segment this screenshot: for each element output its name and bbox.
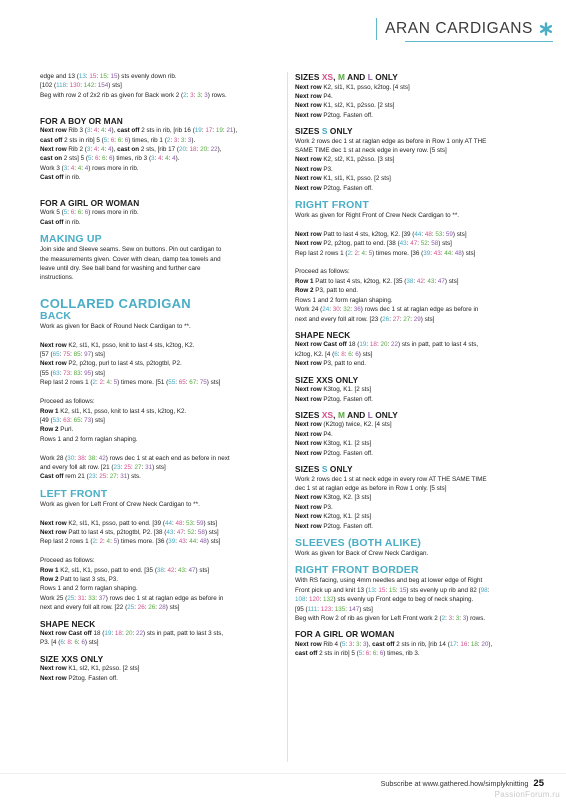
spacer [40, 183, 280, 192]
spacer [40, 331, 280, 340]
instruction-line: Work 3 (3: 4: 4: 4) rows more in rib. [40, 164, 139, 172]
subheading: SIZE XXS ONLY [295, 374, 359, 385]
page-number: 25 [533, 778, 544, 789]
instruction-line: Row 1 Patt to last 4 sts, k2tog, K2. [35 (38: 42: 43: 47) sts] [295, 277, 459, 285]
instruction-line: Next row K3tog, K1. [2 sts] [295, 440, 372, 448]
instruction-line: Proceed as follows: [40, 398, 95, 406]
subheading: SIZE XXS ONLY [40, 653, 104, 664]
section-header [376, 18, 553, 40]
column-divider [287, 72, 288, 762]
instruction-line: Next row K1, sl2, K1, p2sso. [2 sts] [295, 102, 395, 110]
instruction-line: Proceed as follows: [40, 557, 95, 565]
section-heading: RIGHT FRONT BORDER [295, 564, 419, 577]
instruction-line: Rep last 2 rows 1 (2: 2: 4: 5) times more. [36 (39: 43: 44: 48) sts] [40, 538, 221, 546]
subheading: SIZES XS, M AND L ONLY [295, 409, 398, 420]
instruction-line: With RS facing, using 4mm needles and beg at lower edge of Right [295, 577, 483, 585]
instruction-line: Next row Cast off 18 (19: 18: 20: 22) sts in patt, patt to last 3 sts, [40, 630, 224, 638]
instruction-line: Next row K2, sl1, K1, psso, knit to last 4 sts, k2tog, K2. [40, 341, 195, 349]
instruction-line: Next row P2tog. Fasten off. [295, 184, 373, 192]
instruction-line: [102 (118: 130: 142: 154) sts] [40, 82, 122, 90]
section-heading: SLEEVES (BOTH ALIKE) [295, 537, 422, 549]
instruction-line: Next row K2, sl2, K1, p2sso. [3 sts] [295, 156, 395, 164]
left-column [40, 72, 280, 683]
instruction-line: cast off 2 sts in rib] 5 (5: 6: 6: 6) times, rib 1 (2: 3: 3: 3). [40, 136, 196, 144]
instruction-line: the measurements given. Cover with clean, damp tea towels and [40, 255, 221, 263]
instruction-line: Work 2 rows dec 1 st at raglan edge as before in Row 1 only AT THE [295, 137, 487, 145]
asterisk-icon [539, 22, 553, 36]
spacer [40, 509, 280, 518]
subheading: SHAPE NECK [40, 618, 96, 629]
instruction-line: next and every foll alt row. [23 (26: 27: 27: 29) sts] [295, 315, 435, 323]
spacer [40, 547, 280, 556]
instruction-line: Next row K1, sl2, K1, p2sso. [2 sts] [40, 665, 140, 673]
instruction-line: Next row P4. [295, 430, 333, 438]
instruction-line: Row 2 P3, patt to end. [295, 287, 359, 295]
watermark: PassionForum.ru [494, 790, 560, 799]
instruction-line: Rep last 2 rows 1 (2: 2: 4: 5) times more. [36 (39: 43: 44: 48) sts] [295, 249, 476, 257]
instruction-line: leave until dry. See ball band for washing and further care [40, 265, 201, 273]
page-footer [381, 778, 544, 789]
instruction-line: [49 (53: 63: 65: 73) sts] [40, 416, 105, 424]
spacer [40, 444, 280, 453]
instruction-line: Work as given for Right Front of Crew Neck Cardigan to **. [295, 212, 460, 220]
instruction-line: Rows 1 and 2 form raglan shaping. [40, 585, 138, 593]
instruction-line: dec 1 st at raglan edge as before in Row 1 only. [5 sts] [295, 484, 447, 492]
section-heading: BACK [40, 309, 72, 322]
header-rule [405, 41, 553, 42]
instruction-line: Next row Rib 2 (3: 4: 4: 4), cast on 2 sts, [rib 17 (20: 18: 20: 22), [40, 145, 222, 153]
instruction-line: Rows 1 and 2 form raglan shaping. [40, 435, 138, 443]
instruction-line: P3. [4 (6: 8: 6: 6) sts] [40, 639, 99, 647]
section-heading: RIGHT FRONT [295, 199, 369, 212]
right-column [295, 72, 535, 659]
instruction-line: Next row P2tog. Fasten off. [295, 111, 373, 119]
instruction-line: [95 (111: 123: 135: 147) sts] [295, 605, 373, 613]
section-title: ARAN CARDIGANS [385, 20, 533, 37]
instruction-line: Work as given for Left Front of Crew Neck Cardigan to **. [40, 500, 200, 508]
instruction-line: Row 1 K2, sl1, K1, psso, patt to end. [35 (38: 42: 43: 47) sts] [40, 566, 210, 574]
instruction-line: Beg with Row 2 of rib as given for Left Front work 2 (2: 3: 3: 3) rows. [295, 615, 486, 623]
instruction-line: cast on 2 sts] 5 (5: 6: 6: 6) times, rib 3 (3: 4: 4: 4). [40, 155, 180, 163]
instruction-line: Next row Patt to last 4 sts, p2togtbl, P2. [38 (43: 47: 52: 58) sts] [40, 528, 219, 536]
spacer [40, 388, 280, 397]
subheading: FOR A GIRL OR WOMAN [40, 197, 140, 208]
section-heading: MAKING UP [40, 233, 102, 246]
instruction-line: Next row P2tog. Fasten off. [295, 522, 373, 530]
instruction-line: Rep last 2 rows 1 (2: 2: 4: 5) times more. [51 (55: 65: 67: 75) sts] [40, 379, 221, 387]
subheading: SIZES S ONLY [295, 464, 353, 475]
instruction-line: Next row P2tog. Fasten off. [295, 449, 373, 457]
instruction-line: Work 2 rows dec 1 st at neck edge in every row AT THE SAME TIME [295, 475, 487, 483]
instruction-line: Row 1 K2, sl1, K1, psso, knit to last 4 sts, k2tog, K2. [40, 407, 187, 415]
instruction-line: Next row P2, p2tog, patt to end. [38 (43: 47: 52: 58) sts] [295, 240, 452, 248]
instruction-line: Front pick up and knit 13 (13: 15: 15: 15) sts evenly up rib and 82 (98: [295, 586, 490, 594]
instruction-line: Next row P2, p2tog, purl to last 4 sts, p2togtbl, P2. [40, 360, 182, 368]
instruction-line: Next row P3, patt to end. [295, 360, 367, 368]
footer-rule [0, 773, 566, 774]
pattern-title: COLLARED CARDIGAN [40, 295, 191, 311]
instruction-line: Beg with row 2 of 2x2 rib as given for Back work 2 (2: 3: 3: 3) rows. [40, 91, 227, 99]
instruction-line: Work 5 (5: 6: 6: 6) rows more in rib. [40, 209, 139, 217]
instruction-line: and every foll alt row. [21 (23: 25: 27: 31) sts] [40, 463, 166, 471]
instruction-line: k2tog, K2. [4 (6: 8: 6: 6) sts] [295, 350, 373, 358]
spacer [295, 220, 535, 229]
instruction-line: Work 25 (25: 31: 33: 37) rows dec 1 st at raglan edge as before in [40, 594, 224, 602]
subscribe-link[interactable]: Subscribe at www.gathered.how/simplyknitting [380, 779, 529, 788]
instruction-line: [57 (65: 75: 85: 97) sts] [40, 351, 105, 359]
instruction-line: Next row P2tog. Fasten off. [295, 395, 373, 403]
instruction-line: Cast off in rib. [40, 218, 81, 226]
instruction-line: Next row K2, sl1, K1, psso, k2tog. [4 sts] [295, 83, 410, 91]
subheading: SIZES XS, M AND L ONLY [295, 72, 398, 82]
instruction-line: next and every foll alt row. [22 (25: 26: 26: 28) sts] [40, 604, 180, 612]
instruction-line: SAME TIME dec 1 st at neck edge in every row. [5 sts] [295, 147, 447, 155]
instruction-line: Next row K3tog, K2. [3 sts] [295, 494, 372, 502]
instruction-line: Cast off in rib. [40, 174, 81, 182]
instruction-line: Next row Patt to last 4 sts, k2tog, K2. [39 (44: 48: 53: 59) sts] [295, 230, 467, 238]
instruction-line: Next row P3. [295, 503, 333, 511]
instruction-line: Next row K1, sl1, K1, psso. [2 sts] [295, 175, 391, 183]
instruction-line: [55 (63: 73: 83: 95) sts] [40, 369, 105, 377]
instruction-line: Next row K2tog, K1. [2 sts] [295, 513, 372, 521]
instruction-line: edge and 13 (13: 15: 15: 15) sts evenly down rib. [40, 73, 177, 80]
instruction-line: Next row Rib 4 (5: 3: 3: 3), cast off 2 sts in rib, [rib 14 (17: 16: 18: 20), [295, 640, 493, 648]
instruction-line: Rows 1 and 2 form raglan shaping. [295, 296, 393, 304]
instruction-line: Next row P4. [295, 92, 333, 100]
subheading: SIZES S ONLY [295, 126, 353, 137]
instruction-line: Row 2 Purl. [40, 426, 74, 434]
instruction-line: 108: 120: 132) sts evenly up Front edge to beg of neck shaping. [295, 596, 474, 604]
subheading: FOR A BOY OR MAN [40, 115, 123, 126]
instruction-line: Next row P2tog. Fasten off. [40, 674, 118, 682]
subheading: SHAPE NECK [295, 329, 351, 340]
instruction-line: Work as given for Back of Crew Neck Cardigan. [295, 550, 429, 557]
section-heading: LEFT FRONT [40, 487, 108, 500]
spacer [295, 258, 535, 267]
spacer [40, 100, 280, 109]
instruction-line: Cast off rem 21 (23: 25: 27: 31) sts. [40, 473, 141, 481]
instruction-line: instructions. [40, 274, 74, 282]
instruction-line: Next row P3. [295, 165, 333, 173]
instruction-line: Next row Rib 3 (3: 4: 4: 4), cast off 2 sts in rib, [rib 16 (19: 17: 19: 21), [40, 127, 238, 135]
instruction-line: Work as given for Back of Round Neck Cardigan to **. [40, 322, 191, 330]
instruction-line: Join side and Sleeve seams. Sew on buttons. Pin out cardigan to [40, 246, 222, 254]
instruction-line: Work 24 (24: 30: 32: 36) rows dec 1 st at raglan edge as before in [295, 306, 479, 314]
instruction-line: Next row Cast off 18 (19: 18: 20: 22) sts in patt, patt to last 4 sts, [295, 341, 479, 349]
subheading: FOR A GIRL OR WOMAN [295, 629, 395, 640]
instruction-line: Next row K2, sl1, K1, psso, patt to end. [39 (44: 48: 53: 59) sts] [40, 519, 218, 527]
instruction-line: cast off 2 sts in rib] 5 (5: 6: 6: 6) times, rib 3. [295, 650, 420, 658]
instruction-line: Row 2 Patt to last 3 sts, P3. [40, 575, 119, 583]
instruction-line: Next row (K2tog) twice, K2. [4 sts] [295, 421, 392, 429]
instruction-line: Next row K3tog, K1. [2 sts] [295, 386, 372, 394]
instruction-line: Work 28 (30: 38: 38: 42) rows dec 1 st at each end as before in next [40, 454, 230, 462]
instruction-line: Proceed as follows: [295, 268, 350, 276]
